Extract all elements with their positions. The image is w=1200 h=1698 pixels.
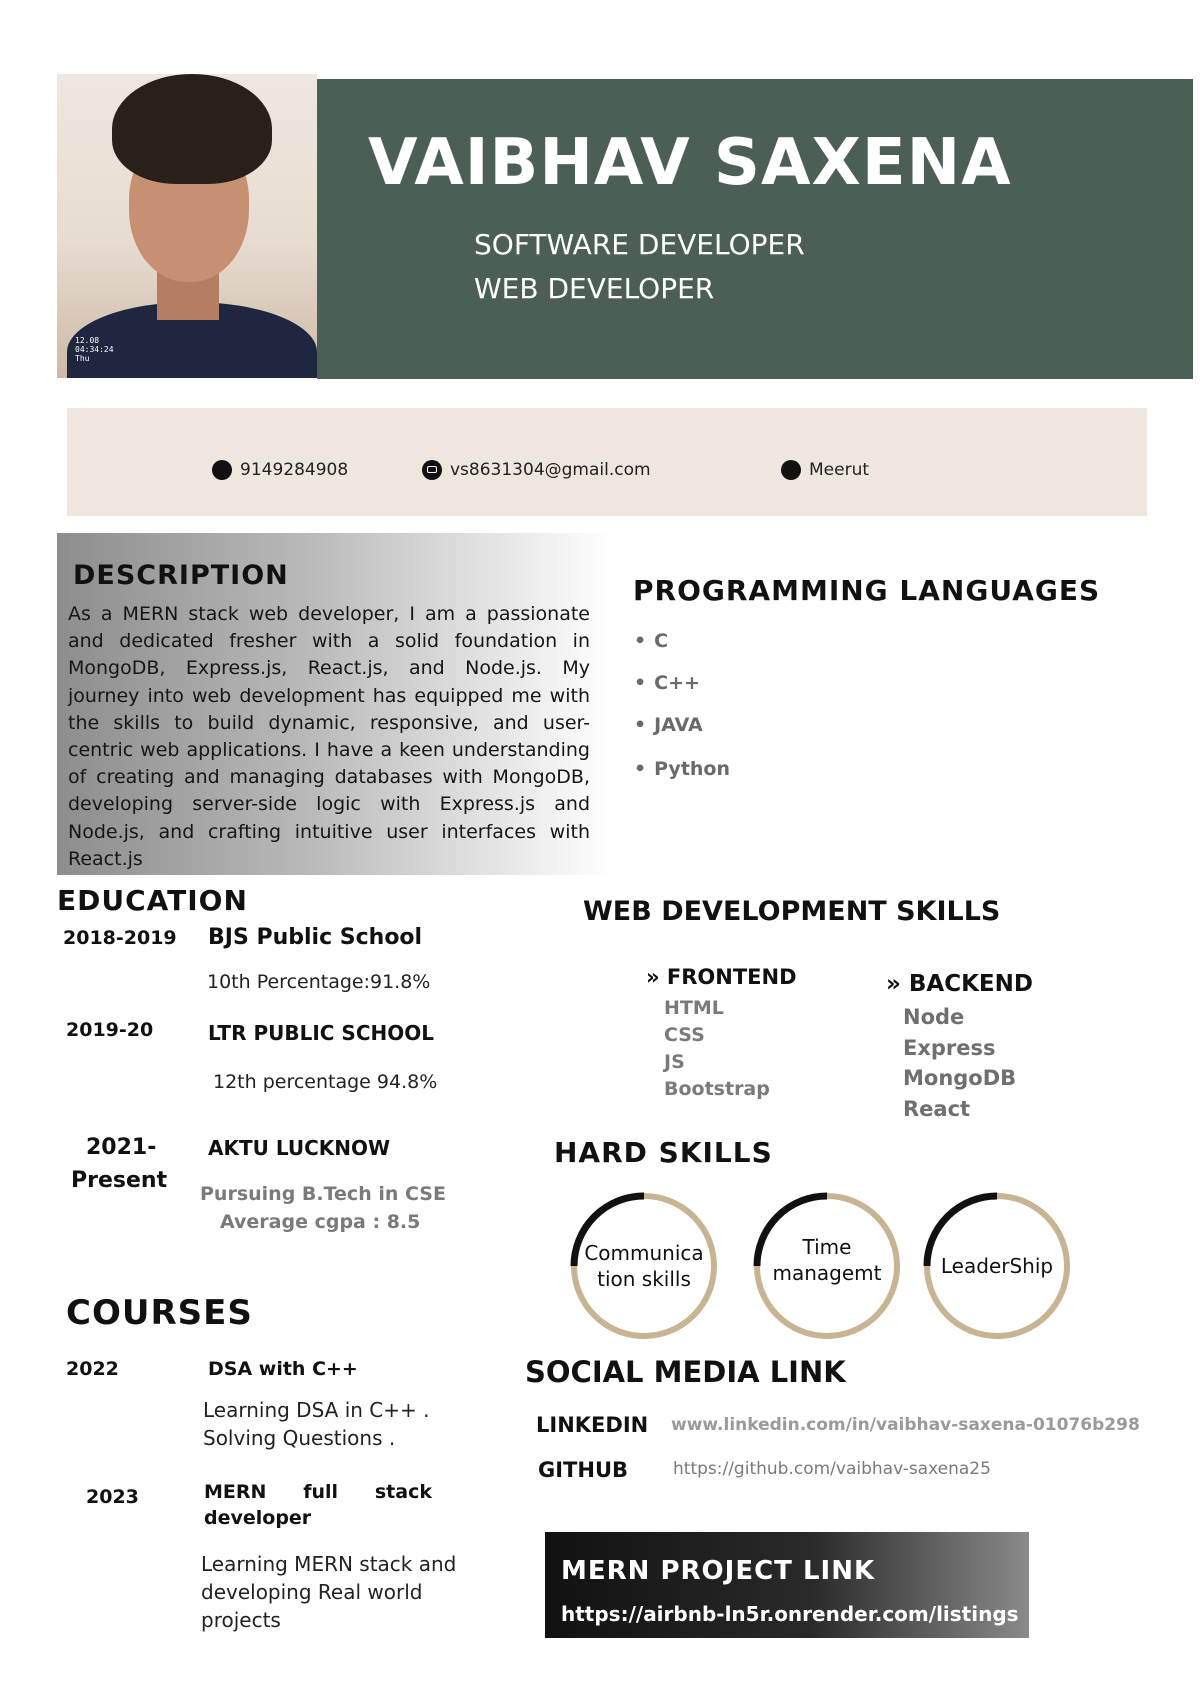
education-detail: 12th percentage 94.8% <box>213 1071 438 1093</box>
frontend-skill: HTML <box>664 997 724 1019</box>
language-item: • Python <box>634 758 730 780</box>
skill-label-time-management: Time managemt <box>772 1235 882 1285</box>
role-software-developer: SOFTWARE DEVELOPER <box>474 228 805 261</box>
course-detail: Learning DSA in C++ . Solving Questions . <box>203 1398 430 1450</box>
backend-skill: Express <box>903 1036 996 1060</box>
linkedin-link[interactable]: www.linkedin.com/in/vaibhav-saxena-01076b298 <box>671 1415 1140 1435</box>
education-year: Present <box>71 1168 168 1193</box>
candidate-name: VAIBHAV SAXENA <box>368 126 1012 200</box>
education-detail: Pursuing B.Tech in CSE <box>200 1183 446 1205</box>
language-item: • C++ <box>634 672 700 694</box>
phone-text: 9149284908 <box>240 460 349 480</box>
education-title: EDUCATION <box>57 884 248 917</box>
course-name: DSA with C++ <box>208 1358 358 1380</box>
skill-label-leadership: LeaderShip <box>940 1254 1054 1278</box>
language-item: • JAVA <box>634 714 703 736</box>
email-icon <box>422 460 442 480</box>
project-title: MERN PROJECT LINK <box>561 1556 876 1586</box>
social-media-title: SOCIAL MEDIA LINK <box>525 1355 846 1389</box>
backend-skill: Node <box>903 1005 965 1029</box>
contact-phone <box>212 460 348 480</box>
backend-label: BACKEND <box>908 971 1033 997</box>
frontend-heading <box>646 965 797 989</box>
contact-email[interactable] <box>422 460 651 480</box>
email-text[interactable]: vs8631304@gmail.com <box>450 460 651 480</box>
web-skills-title: WEB DEVELOPMENT SKILLS <box>583 896 1001 927</box>
phone-icon <box>212 460 232 480</box>
backend-skill: React <box>903 1097 971 1121</box>
role-web-developer: WEB DEVELOPER <box>474 272 715 305</box>
github-label: GITHUB <box>538 1458 629 1482</box>
education-detail: 10th Percentage:91.8% <box>207 971 431 993</box>
education-year: 2019-20 <box>66 1019 154 1041</box>
location-text: Meerut <box>809 460 870 480</box>
education-school: BJS Public School <box>208 925 423 950</box>
education-detail: Average cgpa : 8.5 <box>220 1211 421 1233</box>
course-year: 2023 <box>86 1486 139 1508</box>
hard-skills-title: HARD SKILLS <box>554 1136 773 1169</box>
frontend-skill: Bootstrap <box>664 1078 770 1100</box>
course-name: MERN full stack <box>204 1481 432 1503</box>
backend-heading <box>886 971 1033 997</box>
course-year: 2022 <box>66 1358 119 1380</box>
course-detail: Learning MERN stack and developing Real world projects <box>201 1552 457 1632</box>
linkedin-label: LINKEDIN <box>536 1413 649 1437</box>
chevron-right-icon: » <box>646 965 660 989</box>
education-school: AKTU LUCKNOW <box>208 1136 391 1160</box>
programming-languages-title: PROGRAMMING LANGUAGES <box>633 574 1101 607</box>
education-school: LTR PUBLIC SCHOOL <box>208 1021 434 1045</box>
backend-skill: MongoDB <box>903 1066 1017 1090</box>
education-year: 2021- <box>86 1135 157 1160</box>
chevron-right-icon: » <box>886 971 901 997</box>
description-text: As a MERN stack web developer, I am a passionate and dedicated fresher with a solid foundation in MongoDB, Express.js, React.js, and Node.js. My journey into web development has equipped me with the skills to build dynamic, responsive, and user-centric web applications. I have a keen understanding of creating and managing databases with MongoDB, developing server-side logic with Express.js and Node.js, and crafting intuitive user interfaces with React.js <box>68 603 590 870</box>
education-year: 2018-2019 <box>63 927 177 949</box>
project-link[interactable]: https://airbnb-ln5r.onrender.com/listings <box>561 1602 1019 1626</box>
profile-photo <box>57 74 317 378</box>
github-link[interactable]: https://github.com/vaibhav-saxena25 <box>673 1459 991 1479</box>
frontend-label: FRONTEND <box>666 965 797 989</box>
description-title: DESCRIPTION <box>73 560 289 591</box>
course-name-line2: developer <box>204 1507 312 1529</box>
frontend-skill: JS <box>664 1051 685 1073</box>
skill-label-communication: Communica tion skills <box>584 1241 704 1291</box>
photo-timestamp: 12.08 04:34:24 Thu <box>75 336 114 363</box>
contact-location <box>781 460 869 480</box>
frontend-skill: CSS <box>664 1024 705 1046</box>
location-icon <box>781 460 801 480</box>
language-item: • C <box>634 630 668 652</box>
courses-title: COURSES <box>66 1293 253 1333</box>
